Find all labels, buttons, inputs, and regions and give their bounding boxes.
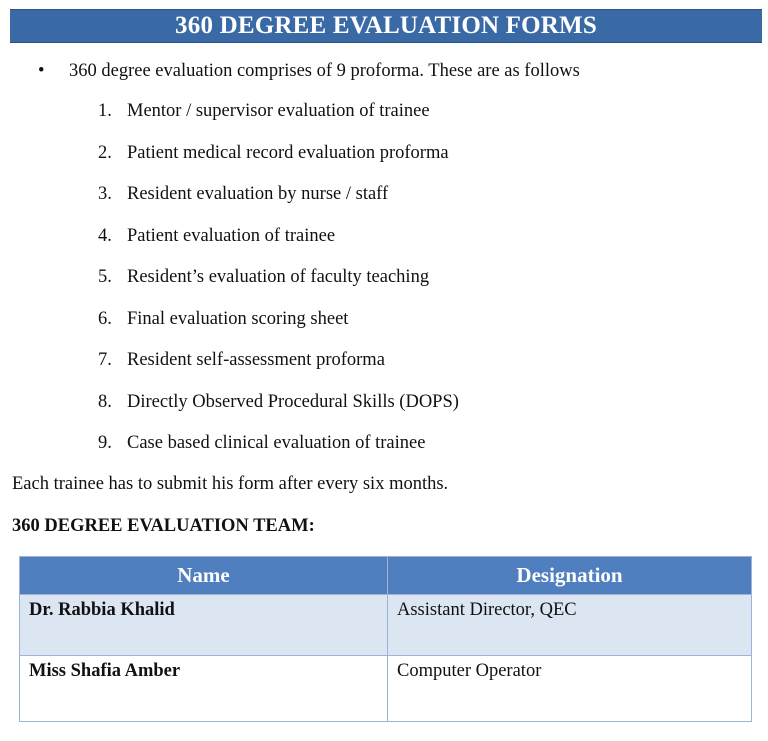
list-item-number: 2. (98, 142, 112, 163)
list-item-label: Final evaluation scoring sheet (127, 308, 349, 329)
member-designation: Computer Operator (388, 656, 752, 722)
column-header-name: Name (20, 557, 388, 595)
list-item-label: Resident self-assessment proforma (127, 350, 385, 370)
list-item-number: 3. (98, 184, 112, 204)
team-table (19, 556, 752, 722)
submission-note: Each trainee has to submit his form after every six months. (12, 474, 449, 494)
table-row (20, 656, 752, 722)
list-item-number: 6. (98, 308, 112, 329)
page-title: 360 DEGREE EVALUATION FORMS (10, 9, 762, 43)
member-designation: Assistant Director, QEC (388, 595, 752, 656)
list-item-number: 7. (98, 350, 112, 370)
intro-text: 360 degree evaluation comprises of 9 proforma. These are as follows (69, 61, 580, 81)
member-name: Miss Shafia Amber (20, 656, 388, 722)
list-item-number: 5. (98, 267, 112, 287)
list-item-label: Directly Observed Procedural Skills (DOPS) (127, 391, 459, 412)
list-item-label: Mentor / supervisor evaluation of trainee (127, 101, 430, 121)
list-item-number: 9. (98, 433, 112, 453)
list-item-number: 4. (98, 225, 112, 246)
list-item-label: Resident evaluation by nurse / staff (127, 184, 389, 204)
intro-bullet (38, 60, 580, 82)
team-heading: 360 DEGREE EVALUATION TEAM: (12, 516, 315, 536)
list-item-number: 8. (98, 391, 112, 412)
list-item-number: 1. (98, 101, 112, 121)
list-item-label: Patient medical record evaluation proforma (127, 142, 449, 163)
member-name: Dr. Rabbia Khalid (20, 595, 388, 656)
table-header-row (20, 557, 752, 595)
bullet-icon: • (38, 61, 45, 81)
list-item-label: Resident’s evaluation of faculty teaching (127, 267, 430, 287)
list-item-label: Patient evaluation of trainee (127, 225, 336, 246)
column-header-designation: Designation (388, 557, 752, 595)
list-item-label: Case based clinical evaluation of trainee (127, 433, 426, 453)
table-row (20, 595, 752, 656)
